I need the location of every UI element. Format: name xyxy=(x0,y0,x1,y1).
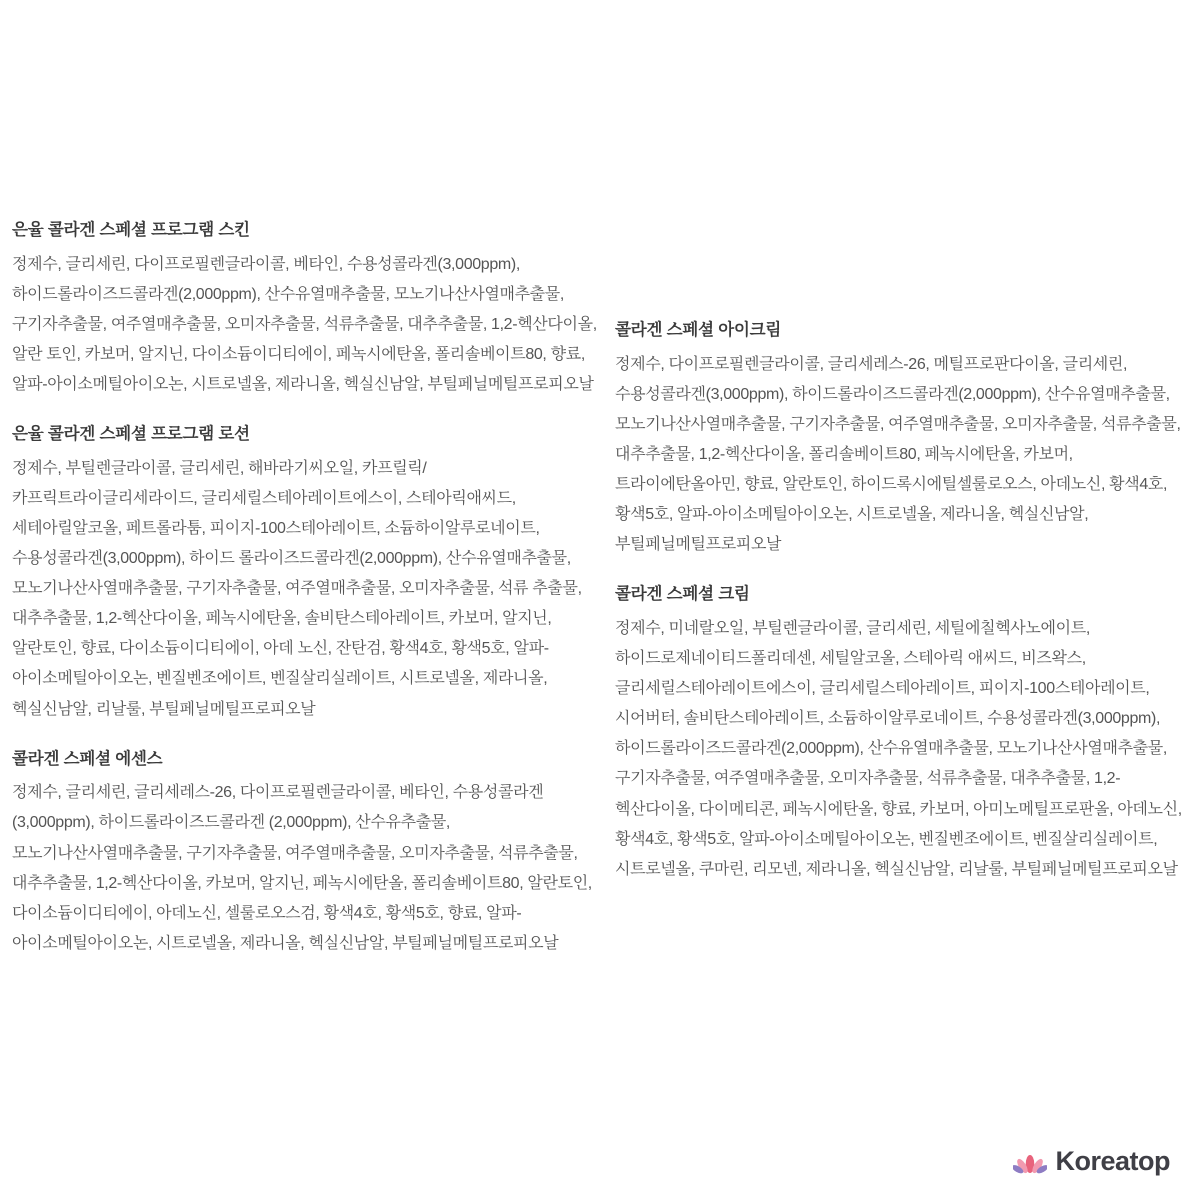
lotus-flower-icon xyxy=(1013,1144,1047,1178)
product-title: 은율 콜라겐 스페셜 프로그램 로션 xyxy=(12,425,250,444)
product-ingredients: 정제수, 미네랄오일, 부틸렌글라이콜, 글리세린, 세틸에칠헥사노에이트, 하이드로제네이티드폴리데센, 세틸알코올, 스테아릭 애씨드, 비즈왁스, 글리세릴스테아레이트에스이, 글리세릴스테아레이트, 피이지-100스테아레이트, 시어버터, 솔비탄스테아레이트, 소듐하이알루로네이트, 수용성콜라겐(3,000ppm), 하이드롤라이즈드콜라겐(2,000ppm), 산수유열매추출물, 모노기나산사열매추출물, 구기자추출물, 여주열매추출물, 오미자추출물, 석류추출물, 대추추출물, 1,2-헥산다이올, 다이메티콘, 페녹시에탄올, 향료, 카보머, 아미노메틸프로판올, 아데노신, 황색4호, 황색5호, 알파-아이소메틸아이오논, 벤질벤조에이트, 벤질살리실레이트, 시트로넬올, 쿠마린, 리모넨, 제라니올, 헥실신남알, 리날룰, 부틸페닐메틸프로피오날 xyxy=(615,620,1182,878)
product-ingredients: 정제수, 다이프로필렌글라이콜, 글리세레스-26, 메틸프로판다이올, 글리세린, 수용성콜라겐(3,000ppm), 하이드롤라이즈드콜라겐(2,000ppm), 산수유열매추출물, 모노기나산사열매추출물, 구기자추출물, 여주열매추출물, 오미자추출물, 석류추출물, 대추추출물, 1,2-헥산다이올, 폴리솔베이트80, 페녹시에탄올, 카보머, 트라이에탄올아민, 향료, 알란토인, 하이드록시에틸셀룰로오스, 아데노신, 황색4호, 황색5호, 알파-아이소메틸아이오논, 시트로넬올, 제라니올, 헥실신남알, 부틸페닐메틸프로피오날 xyxy=(615,355,1181,554)
product-block-essence xyxy=(12,747,602,959)
product-block-eye-cream xyxy=(615,318,1190,560)
product-block-cream xyxy=(615,582,1190,884)
product-ingredients: 정제수, 글리세린, 글리세레스-26, 다이프로필렌글라이콜, 베타인, 수용성콜라겐(3,000ppm), 하이드롤라이즈드콜라겐 (2,000ppm), 산수유추출물, 모노기나산사열매추출물, 구기자추출물, 여주열매추출물, 오미자추출물, 석류추출물, 대추추출물, 1,2-헥산다이올, 카보머, 알지닌, 페녹시에탄올, 폴리솔베이트80, 알란토인, 다이소듐이디티에이, 아데노신, 셀룰로오스검, 황색4호, 황색5호, 향료, 알파-아이소메틸아이오논, 시트로넬올, 제라니올, 헥실신남알, 부틸페닐메틸프로피오날 xyxy=(12,784,592,952)
product-ingredients: 정제수, 부틸렌글라이콜, 글리세린, 해바라기씨오일, 카프릴릭/카프릭트라이글리세라이드, 글리세릴스테아레이트에스이, 스테아릭애씨드, 세테아릴알코올, 페트롤라툼, 피이지-100스테아레이트, 소듐하이알루로네이트, 수용성콜라겐(3,000ppm), 하이드 롤라이즈드콜라겐(2,000ppm), 산수유열매추출물, 모노기나산사열매추출물, 구기자추출물, 여주열매추출물, 오미자추출물, 석류 추출물, 대추추출물, 1,2-헥산다이올, 페녹시에탄올, 솔비탄스테아레이트, 카보머, 알지닌, 알란토인, 향료, 다이소듐이디티에이, 아데 노신, 잔탄검, 황색4호, 황색5호, 알파-아이소메틸아이오논, 벤질벤조에이트, 벤질살리실레이트, 시트로넬올, 제라니올, 헥실신남알, 리날룰, 부틸페닐메틸프로피오날 xyxy=(12,459,582,718)
left-column xyxy=(12,218,602,959)
product-ingredients: 정제수, 글리세린, 다이프로필렌글라이콜, 베타인, 수용성콜라겐(3,000ppm), 하이드롤라이즈드콜라겐(2,000ppm), 산수유열매추출물, 모노기나산사열매추출물, 구기자추출물, 여주열매추출물, 오미자추출물, 석류추출물, 대추추출물, 1,2-헥산다이올, 알란 토인, 카보머, 알지닌, 다이소듐이디티에이, 페녹시에탄올, 폴리솔베이트80, 향료, 알파-아이소메틸아이오논, 시트로넬올, 제라니올, 헥실신남알, 부틸페닐메틸프로피오날 xyxy=(12,255,597,394)
brand-logo xyxy=(1013,1144,1170,1178)
product-title: 콜라겐 스페셜 아이크림 xyxy=(615,321,782,339)
product-title: 콜라겐 스페셜 크림 xyxy=(615,585,750,604)
product-title: 은율 콜라겐 스페셜 프로그램 스킨 xyxy=(12,221,250,239)
brand-name: Koreatop xyxy=(1055,1145,1170,1176)
right-column xyxy=(615,318,1190,885)
product-block-lotion xyxy=(12,422,602,724)
product-block-skin xyxy=(12,218,602,400)
product-title: 콜라겐 스페셜 에센스 xyxy=(12,749,163,768)
